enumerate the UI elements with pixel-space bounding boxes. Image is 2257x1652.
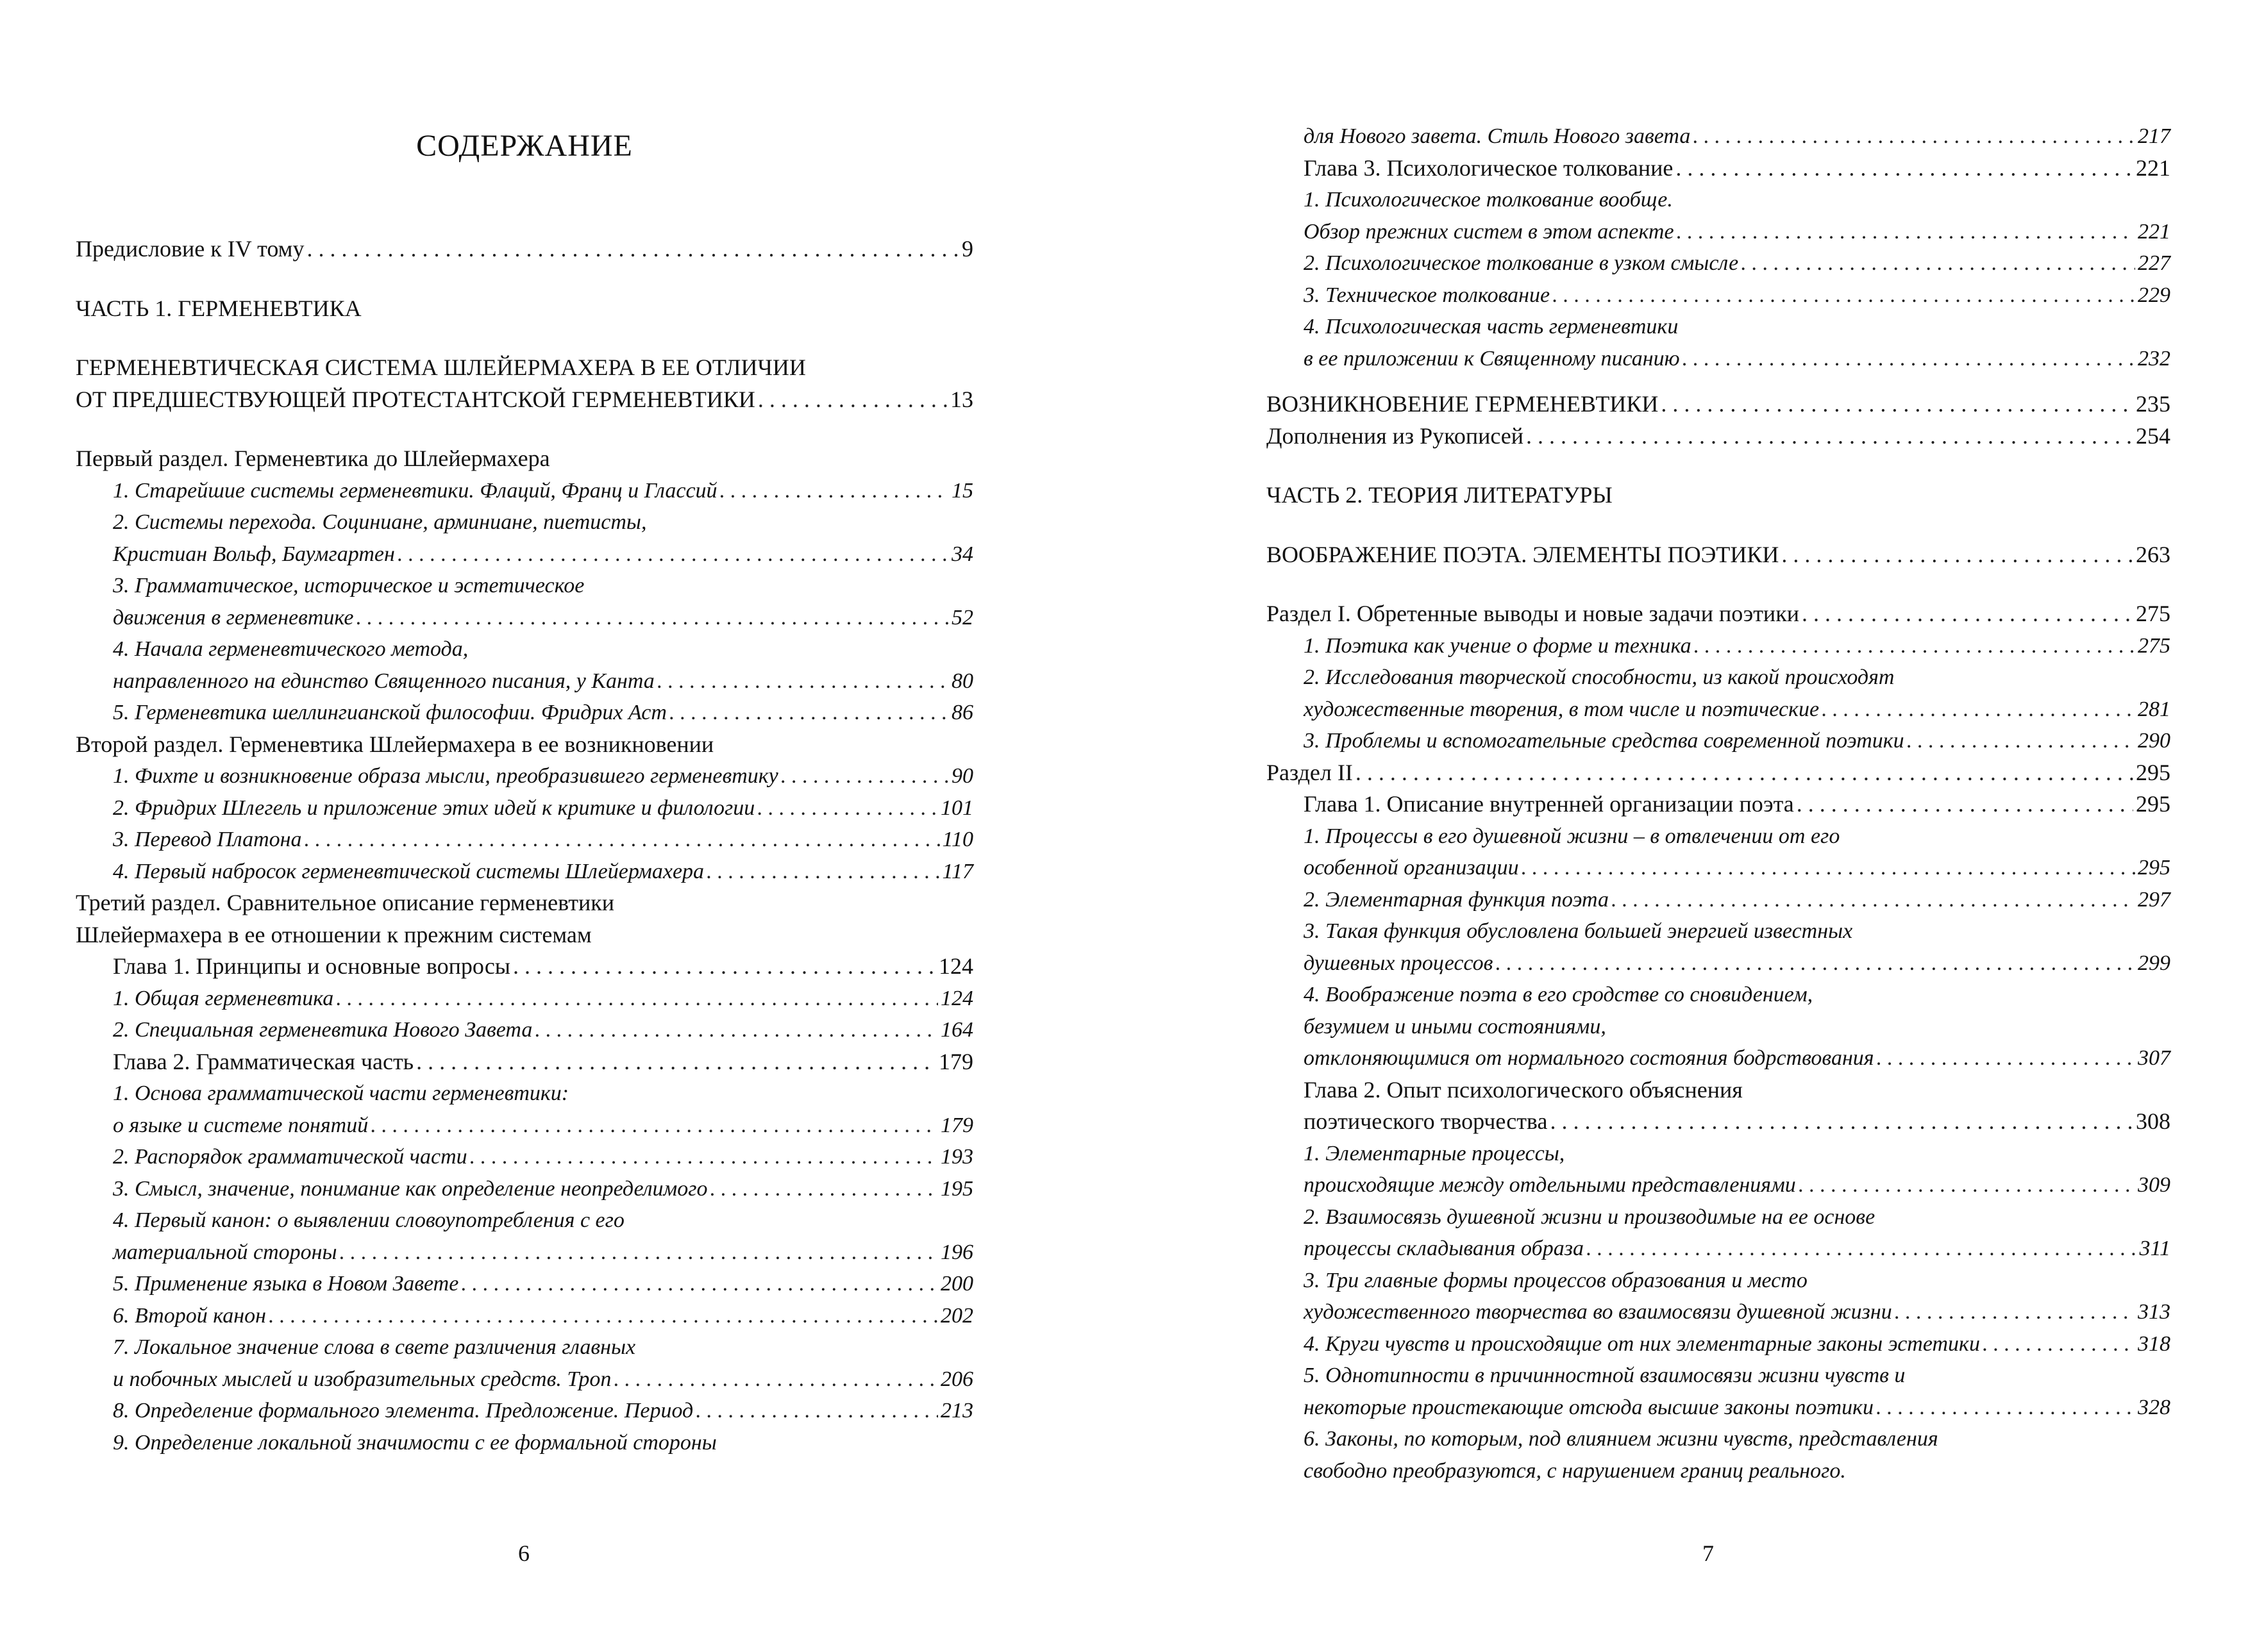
toc-entry: особенной организации . . . 295 — [1266, 852, 2170, 884]
toc-entry: 2. Распорядок грамматической части . . . 193 — [76, 1141, 973, 1173]
toc-entry: Кристиан Вольф, Баумгартен . . . 34 — [76, 538, 973, 571]
toc-entry: 9. Определение локальной значимости с ее формальной стороны — [113, 1430, 717, 1455]
toc-entry: некоторые проистекающие отсюда высшие законы поэтики . . . 328 — [1266, 1392, 2170, 1424]
toc-entry: 3. Три главные формы процессов образования и место — [1304, 1268, 1808, 1292]
toc-section: Шлейермахера в ее отношении к прежним системам — [76, 921, 592, 947]
toc-entry: для Нового завета. Стиль Нового завета . . . 217 — [1266, 121, 2170, 153]
toc-entry: движения в герменевтике . . . 52 — [76, 602, 973, 634]
toc-chapter: поэтического творчества . . . 308 — [1266, 1106, 2170, 1138]
toc-entry: 3. Грамматическое, историческое и эстетическое — [113, 574, 585, 597]
toc-entry: 1. Фихте и возникновение образа мысли, преобразившего герменевтику . . . 90 — [76, 760, 973, 792]
toc-entry: 6. Второй канон . . . 202 — [76, 1300, 973, 1332]
toc-entry: ОТ ПРЕДШЕСТВУЮЩЕЙ ПРОТЕСТАНТСКОЙ ГЕРМЕНЕВТИКИ . . . 13 — [76, 384, 973, 416]
toc-entry: 5. Однотипности в причинностной взаимосвязи жизни чувств и — [1304, 1364, 1906, 1387]
toc-section: Раздел I. Обретенные выводы и новые задачи поэтики . . . 275 — [1266, 598, 2170, 630]
toc-entry: 1. Основа грамматической части герменевтики: — [113, 1081, 569, 1105]
toc-chapter: Глава 2. Опыт психологического объяснения — [1304, 1076, 1743, 1103]
toc-entry: душевных процессов . . . 299 — [1266, 947, 2170, 980]
toc-section: Первый раздел. Герменевтика до Шлейермахера — [76, 446, 550, 471]
toc-entry: 2. Психологическое толкование в узком смысле . . . 227 — [1266, 247, 2170, 280]
toc-entry: 4. Первый набросок герменевтической системы Шлейермахера . . . 117 — [76, 856, 973, 888]
right-page — [1266, 0, 2170, 1652]
toc-entry: в ее приложении к Священному писанию . . . 232 — [1266, 343, 2170, 375]
toc-entry: 3. Перевод Платона . . . 110 — [76, 824, 973, 856]
toc-entry: 2. Взаимосвязь душевной жизни и производимые на ее основе — [1304, 1205, 1875, 1229]
toc-entry: направленного на единство Священного писания, у Канта . . . 80 — [76, 665, 973, 697]
toc-entry: 1. Общая герменевтика . . . 124 — [76, 983, 973, 1015]
toc-entry: о языке и системе понятий . . . 179 — [76, 1110, 973, 1142]
toc-entry: процессы складывания образа . . . 311 — [1266, 1233, 2170, 1265]
toc-entry: 1. Психологическое толкование вообще. — [1304, 188, 1673, 212]
toc-entry: Дополнения из Рукописей . . . 254 — [1266, 421, 2170, 453]
toc-title: СОДЕРЖАНИЕ — [416, 129, 633, 163]
left-page — [76, 0, 973, 1652]
toc-entry: происходящие между отдельными представлениями . . . 309 — [1266, 1169, 2170, 1201]
toc-entry: 2. Элементарная функция поэта . . . 297 — [1266, 884, 2170, 916]
toc-entry: свободно преобразуются, с нарушением границ реального. — [1304, 1458, 1846, 1483]
toc-entry: 5. Применение языка в Новом Завете . . . 200 — [76, 1268, 973, 1300]
toc-entry: Обзор прежних систем в этом аспекте . . . 221 — [1266, 216, 2170, 248]
toc-section: Раздел II . . . 295 — [1266, 757, 2170, 789]
toc-entry: безумием и иными состояниями, — [1304, 1014, 1606, 1039]
toc-entry: 2. Исследования творческой способности, из какой происходят — [1304, 665, 1895, 689]
toc-chapter: Глава 1. Принципы и основные вопросы . . . 124 — [76, 951, 973, 983]
toc-entry: 1. Старейшие системы герменевтики. Флаций, Франц и Глассий . . . 15 — [76, 475, 973, 507]
toc-entry: 4. Круги чувств и происходящие от них элементарные законы эстетики . . . 318 — [1266, 1328, 2170, 1360]
toc-entry: 3. Такая функция обусловлена большей энергией известных — [1304, 919, 1853, 943]
toc-entry: ВООБРАЖЕНИЕ ПОЭТА. ЭЛЕМЕНТЫ ПОЭТИКИ . . . 263 — [1266, 539, 2170, 571]
toc-entry: 3. Смысл, значение, понимание как определение неопределимого . . . 195 — [76, 1173, 973, 1205]
toc-entry: материальной стороны . . . 196 — [76, 1237, 973, 1269]
toc-part-heading: ЧАСТЬ 1. ГЕРМЕНЕВТИКА — [76, 295, 362, 321]
toc-entry: и побочных мыслей и изобразительных средств. Троп . . . 206 — [76, 1364, 973, 1396]
toc-entry: 2. Фридрих Шлегель и приложение этих идей к критике и филологии . . . 101 — [76, 792, 973, 824]
toc-section: Третий раздел. Сравнительное описание герменевтики — [76, 890, 614, 915]
toc-entry: Предисловие к IV тому . . . 9 — [76, 233, 973, 265]
toc-list-right — [1266, 121, 2170, 1487]
toc-entry: 3. Проблемы и вспомогательные средства современной поэтики . . . 290 — [1266, 725, 2170, 757]
toc-entry: ГЕРМЕНЕВТИЧЕСКАЯ СИСТЕМА ШЛЕЙЕРМАХЕРА В ЕЕ ОТЛИЧИИ — [76, 355, 806, 380]
toc-entry: 6. Законы, по которым, под влиянием жизни чувств, представления — [1304, 1427, 1938, 1451]
toc-entry: 3. Техническое толкование . . . 229 — [1266, 280, 2170, 312]
toc-chapter: Глава 2. Грамматическая часть . . . 179 — [76, 1046, 973, 1078]
toc-chapter: Глава 3. Психологическое толкование . . . 221 — [1266, 153, 2170, 185]
page-number: 6 — [518, 1540, 530, 1566]
toc-list-left — [76, 233, 973, 1458]
toc-entry: ВОЗНИКНОВЕНИЕ ГЕРМЕНЕВТИКИ . . . 235 — [1266, 388, 2170, 421]
toc-entry: 1. Элементарные процессы, — [1304, 1141, 1565, 1165]
toc-entry: художественного творчества во взаимосвязи душевной жизни . . . 313 — [1266, 1296, 2170, 1328]
page-number: 7 — [1702, 1540, 1714, 1566]
toc-entry: 4. Воображение поэта в его сродстве со сновидением, — [1304, 983, 1813, 1006]
toc-section: Второй раздел. Герменевтика Шлейермахера в ее возникновении — [76, 731, 714, 757]
toc-entry: 2. Системы перехода. Социниане, арминиане, пиетисты, — [113, 510, 647, 534]
toc-entry: художественные творения, в том числе и поэтические . . . 281 — [1266, 694, 2170, 726]
toc-entry: 4. Психологическая часть герменевтики — [1304, 315, 1679, 338]
toc-entry: отклоняющимися от нормального состояния бодрствования . . . 307 — [1266, 1042, 2170, 1074]
toc-entry: 5. Герменевтика шеллингианской философии. Фридрих Аст . . . 86 — [76, 697, 973, 729]
toc-entry: 1. Поэтика как учение о форме и техника . . . 275 — [1266, 630, 2170, 662]
toc-part-heading: ЧАСТЬ 2. ТЕОРИЯ ЛИТЕРАТУРЫ — [1266, 482, 1613, 508]
toc-chapter: Глава 1. Описание внутренней организации поэта . . . 295 — [1266, 788, 2170, 821]
toc-entry: 2. Специальная герменевтика Нового Завета . . . 164 — [76, 1014, 973, 1046]
toc-entry: 4. Начала герменевтического метода, — [113, 637, 469, 661]
toc-entry: 7. Локальное значение слова в свете различения главных — [113, 1335, 636, 1359]
toc-entry: 1. Процессы в его душевной жизни – в отвлечении от его — [1304, 824, 1840, 848]
toc-entry: 8. Определение формального элемента. Предложение. Период . . . 213 — [76, 1395, 973, 1427]
toc-entry: 4. Первый канон: о выявлении словоупотребления с его — [113, 1208, 625, 1232]
